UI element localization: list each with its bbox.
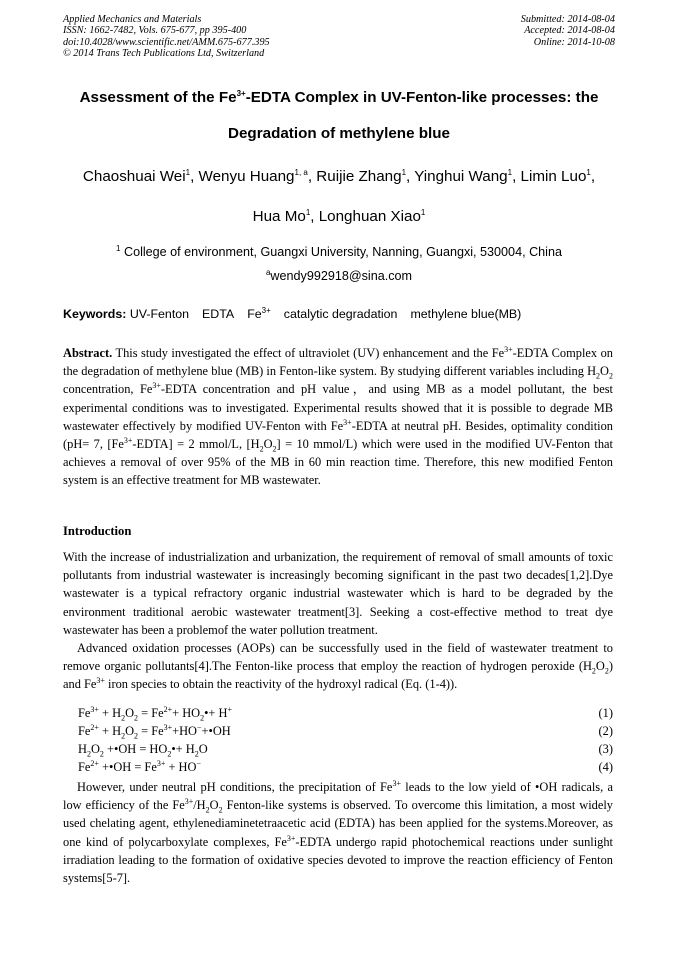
submitted-date: Submitted: 2014-08-04 (520, 14, 615, 25)
introduction-text (63, 548, 613, 694)
online-date: Online: 2014-10-08 (533, 36, 615, 48)
accepted-date: Accepted: 2014-08-04 (524, 25, 615, 37)
introduction-heading: Introduction (63, 524, 132, 538)
doi-line: doi:10.4028/www.scientific.net/AMM.675-677.395 (63, 36, 270, 48)
equation-3: $H_2O_2$ +•OH = $HO_2•+ H_2O$ (3) (78, 742, 613, 759)
issn-line: ISSN: 1662-7482, Vols. 675-677, pp 395-400 (63, 25, 247, 37)
copyright-line: © 2014 Trans Tech Publications Ltd, Switzerland (63, 48, 265, 60)
intro-paragraph-3: However, under neutral pH conditions, the precipitation of $Fe^{3+}$ leads to the low yield of •OH radicals, a low efficiency of the $Fe^{3+}/H_2O_2$ Fenton-like systems is observed. To overcome this limitation, a most widely used chelating agent, ethylenediaminetetraacetic acid (EDTA) has been applied for the systems.Moreover, as one kind of polycarboxylate complexes, $Fe^{3+}$-EDTA undergo rapid photochemical reactions under sunlight irradiation leading to the formation of oxidative species devoted to improve the reaction efficiency of Fenton systems[5-7]. (63, 778, 614, 886)
keywords: Keywords: UV-Fenton EDTA $Fe^{3+}$ catalytic degradation methylene blue(MB) (63, 305, 522, 321)
equation-1: $Fe^{3+} + H_2O_2 = Fe^{2+}+$ $HO_2•+ H^+$ (1) (78, 704, 613, 723)
author-email: $^a$wendy992918@sina.com (265, 267, 413, 283)
journal-name: Applied Mechanics and Materials (63, 14, 202, 25)
equation-4: $Fe^{2+}$ +•OH = $Fe^{3+} + HO^-$ (4) (78, 758, 613, 774)
equation-2: $Fe^{2+} + H_2O_2$ = $Fe^{3+}+HO^-+•OH$ (2) (78, 722, 613, 741)
intro-paragraph-2: Advanced oxidation processes (AOPs) can be successfully used in the field of wastewater treatment to remove organic pollutants[4].The Fenton-like process that employ the reaction of hydrogen peroxide $(H_2O_2)$ and $Fe^{3+}$ iron species to obtain the reactivity of the hydroxyl radical (Eq. (1-4)). (63, 641, 613, 692)
paper-title-line1: Assessment of the $Fe^{3+}$-EDTA Complex in UV-Fenton-like processes: the (79, 88, 599, 106)
abstract: Abstract. This study investigated the effect of ultraviolet (UV) enhancement and the $Fe^{3+}$-EDTA Complex on the degradation of methylene blue (MB) in Fenton-like system. By studying different variables including $H_2O_2$ concentration, $Fe^{3+}$-EDTA concentration and pH value，and using MB as a model pollutant, the best experimental conditions was to investigated. Experimental results showed that it is possible to degrade MB wastewater effectively by modified UV-Fenton with $Fe^{3+}$-EDTA at neutral pH. Besides, optimality condition (pH= 7, $[Fe^{3+}-EDTA] = 2$ mmol/L, $[H_2O_2] = 10$ mmol/L) which were used in the modified UV-Fenton that achieves a removal of over 95% of the MB in 60 min reaction time. Therefore, this new modified Fenton system is an effective treatment for MB wastewater. (63, 344, 614, 488)
intro-paragraph-1: With the increase of industrialization and urbanization, the requirement of removal of small amounts of toxic pollutants from industrial wastewater is increasingly becoming significant in the past two decades[1,2].Dye wastewater is a typical refractory organic industrial wastewater which is hard to be degraded by the environment traditional aerobic wastewater treatment[3]. Seeking a cost-effective method to treat dye wastewater has been a problemof the water pollution treatment. (63, 550, 613, 637)
author-list-line1: Chaoshuai Wei$^1$, Wenyu Huang$^{1, a}$, Ruijie Zhang$^1$, Yinghui Wang$^1$, Limin Luo$^1$, (82, 167, 596, 185)
author-list-line2: Hua Mo$^1$, Longhuan Xiao$^1$ (252, 207, 426, 225)
journal-header-right (521, 14, 615, 48)
affiliation: $^1$ College of environment, Guangxi University, Nanning, Guangxi, 530004, China (116, 243, 562, 259)
paper-title-line2: Degradation of methylene blue (228, 125, 450, 142)
journal-header-left (63, 14, 270, 60)
